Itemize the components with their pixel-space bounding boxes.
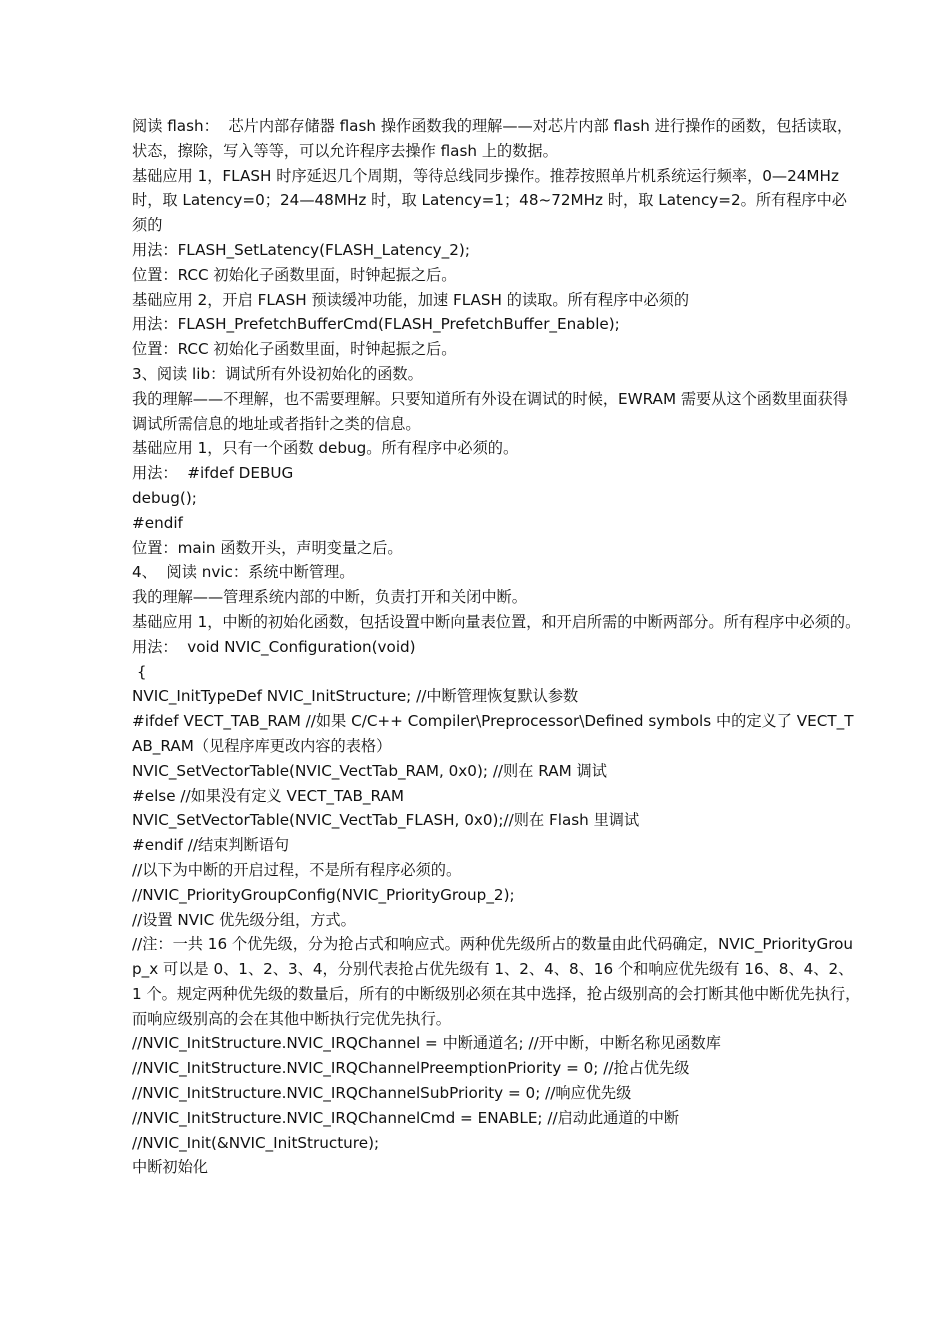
code-nvic-configuration: 用法： void NVIC_Configuration(void): [132, 637, 416, 656]
paragraph-location-rcc-1: 位置：RCC 初始化子函数里面，时钟起振之后。: [132, 265, 457, 284]
paragraph-interrupt-init: 中断初始化: [132, 1158, 208, 1177]
paragraph-flash-prefetch: 基础应用 2，开启 FLASH 预读缓冲功能，加速 FLASH 的读取。所有程序中必须的: [132, 290, 690, 309]
code-priority-group-config: //NVIC_PriorityGroupConfig(NVIC_PriorityGroup_2);: [132, 885, 515, 904]
code-preemption-priority: //NVIC_InitStructure.NVIC_IRQChannelPreemptionPriority = 0; //抢占优先级: [132, 1059, 690, 1078]
paragraph-flash-intro: 阅读 flash： 芯片内部存储器 flash 操作函数我的理解——对芯片内部 flash 进行操作的函数，包括读取，状态，擦除，写入等等，可以允许程序去操作 flash 上的数据。: [132, 117, 853, 160]
code-set-vector-table-flash: NVIC_SetVectorTable(NVIC_VectTab_FLASH, 0x0);//则在 Flash 里调试: [132, 811, 640, 830]
code-set-latency: 用法：FLASH_SetLatency(FLASH_Latency_2);: [132, 240, 470, 259]
code-comment-set-priority: //设置 NVIC 优先级分组，方式。: [132, 910, 356, 929]
code-channel-cmd: //NVIC_InitStructure.NVIC_IRQChannelCmd = ENABLE; //启动此通道的中断: [132, 1108, 680, 1127]
code-set-vector-table-ram: NVIC_SetVectorTable(NVIC_VectTab_RAM, 0x0); //则在 RAM 调试: [132, 761, 607, 780]
code-sub-priority: //NVIC_InitStructure.NVIC_IRQChannelSubPriority = 0; //响应优先级: [132, 1084, 632, 1103]
paragraph-location-main: 位置：main 函数开头，声明变量之后。: [132, 538, 403, 557]
code-endif: #endif: [132, 513, 183, 532]
code-endif-comment: #endif //结束判断语句: [132, 836, 290, 855]
code-nvic-init-typedef: NVIC_InitTypeDef NVIC_InitStructure; //中断管理恢复默认参数: [132, 687, 579, 706]
paragraph-priority-note: //注：一共 16 个优先级，分为抢占式和响应式。两种优先级所占的数量由此代码确定，NVIC_PriorityGroup_x 可以是 0、1、2、3、4，分别代表抢占优先级有 1、2、4、8、16 个和响应优先级有 16、8、4、2、1 个。规定两种优先级的数量后，所有的中断级别必须在其中选择，抢占级别高的会打断其他中断优先执行，而响应级别高的会在其他中断执行完优先执行。: [132, 935, 861, 1028]
code-comment-interrupt-open: //以下为中断的开启过程，不是所有程序必须的。: [132, 860, 462, 879]
code-open-brace: {: [132, 662, 147, 681]
heading-lib: 3、阅读 lib：调试所有外设初始化的函数。: [132, 364, 423, 383]
code-else: #else //如果没有定义 VECT_TAB_RAM: [132, 786, 404, 805]
paragraph-location-rcc-2: 位置：RCC 初始化子函数里面，时钟起振之后。: [132, 340, 457, 359]
code-ifdef-vect-tab-ram: #ifdef VECT_TAB_RAM //如果 C/C++ Compiler\Preprocessor\Defined symbols 中的定义了 VECT_TAB_RAM（见程序库更改内容的表格）: [132, 712, 854, 755]
heading-nvic: 4、 阅读 nvic：系统中断管理。: [132, 563, 355, 582]
code-irq-channel: //NVIC_InitStructure.NVIC_IRQChannel = 中断通道名; //开中断，中断名称见函数库: [132, 1034, 721, 1053]
document-body: [132, 114, 862, 1180]
code-prefetch-buffer: 用法：FLASH_PrefetchBufferCmd(FLASH_PrefetchBuffer_Enable);: [132, 315, 620, 334]
paragraph-nvic-init: 基础应用 1，中断的初始化函数，包括设置中断向量表位置，和开启所需的中断两部分。所有程序中必须的。: [132, 612, 861, 631]
paragraph-nvic-understanding: 我的理解——管理系统内部的中断，负责打开和关闭中断。: [132, 588, 527, 607]
paragraph-lib-debug: 基础应用 1，只有一个函数 debug。所有程序中必须的。: [132, 439, 519, 458]
code-ifdef-debug: 用法： #ifdef DEBUG: [132, 464, 294, 483]
paragraph-flash-latency: 基础应用 1，FLASH 时序延迟几个周期，等待总线同步操作。推荐按照单片机系统运行频率，0—24MHz 时，取 Latency=0；24—48MHz 时，取 Latency=1；48~72MHz 时，取 Latency=2。所有程序中必须的: [132, 166, 847, 235]
paragraph-lib-understanding: 我的理解——不理解，也不需要理解。只要知道所有外设在调试的时候，EWRAM 需要从这个函数里面获得调试所需信息的地址或者指针之类的信息。: [132, 389, 848, 433]
code-debug-call: debug();: [132, 488, 197, 507]
code-nvic-init: //NVIC_Init(&NVIC_InitStructure);: [132, 1133, 380, 1152]
